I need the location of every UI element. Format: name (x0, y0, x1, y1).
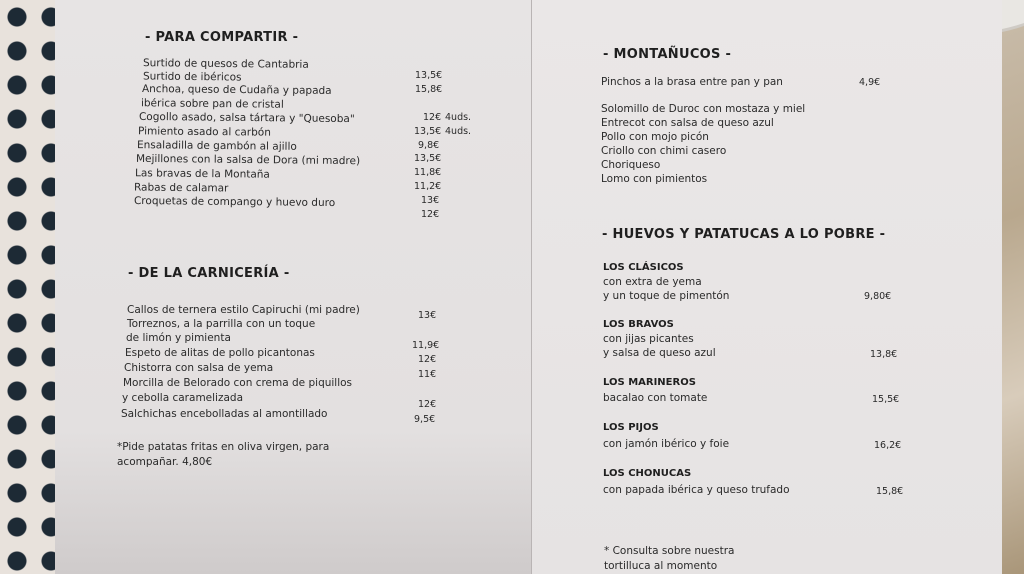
heading-montanucos: - MONTAÑUCOS - (603, 47, 732, 62)
price: 9,8€ (418, 140, 440, 151)
menu-item: Surtido de quesos de Cantabria (142, 57, 309, 71)
menu-page-right (531, 0, 1002, 574)
dish-description: con papada ibérica y queso trufado (603, 484, 790, 496)
dish-description: y un toque de pimentón (603, 290, 730, 302)
menu-item: Torreznos, a la parrilla con un toque (127, 318, 316, 330)
menu-page-left (55, 0, 531, 574)
menu-item: Salchichas encebolladas al amontillado (121, 408, 328, 420)
menu-item: Anchoa, queso de Cudaña y papada (141, 83, 332, 97)
menu-item: Pinchos a la brasa entre pan y pan (601, 76, 783, 88)
menu-item: de limón y pimienta (126, 332, 231, 344)
price: 13€ (421, 195, 440, 206)
menu-item: Morcilla de Belorado con crema de piquillos (123, 377, 353, 389)
price: 16,2€ (874, 440, 902, 451)
note-line: acompañar. 4,80€ (117, 456, 213, 468)
price: 9,5€ (414, 414, 436, 425)
note-line: tortilluca al momento (604, 560, 718, 572)
menu-item: Rabas de calamar (133, 181, 229, 195)
menu-item: Cogollo asado, salsa tártara y "Quesoba" (138, 110, 355, 126)
menu-item: ibérica sobre pan de cristal (140, 97, 284, 111)
menu-item: Choriqueso (601, 159, 661, 171)
dish-description: con extra de yema (603, 276, 702, 288)
menu-item: Callos de ternera estilo Capiruchi (mi padre) (127, 304, 360, 316)
dish-description: y salsa de queso azul (603, 347, 716, 359)
menu-item: Surtido de ibéricos (142, 70, 242, 84)
price: 13,5€ (414, 126, 442, 137)
price: 15,8€ (415, 84, 443, 95)
note-line: * Consulta sobre nuestra (604, 545, 735, 557)
price: 13,5€ (414, 153, 442, 164)
price: 15,5€ (872, 394, 900, 405)
price: 12€ (418, 399, 437, 410)
price: 9,80€ (864, 291, 892, 302)
dish-description: con jijas picantes (603, 333, 694, 345)
menu-item: Espeto de alitas de pollo picantonas (125, 347, 315, 359)
dish-name: LOS MARINEROS (603, 377, 696, 388)
price: 12€ (423, 112, 442, 123)
price: 13,5€ (415, 70, 443, 81)
heading-para-compartir: - PARA COMPARTIR - (145, 30, 299, 45)
dish-description: bacalao con tomate (603, 392, 708, 404)
dish-name: LOS CLÁSICOS (603, 262, 684, 273)
dish-name: LOS PIJOS (603, 422, 659, 433)
menu-item: Chistorra con salsa de yema (124, 362, 274, 374)
menu-item: Lomo con pimientos (601, 173, 708, 185)
price: 11,8€ (414, 167, 442, 178)
price: 13€ (418, 310, 437, 321)
price: 11,9€ (412, 340, 440, 351)
unit-count: 4uds. (445, 112, 472, 123)
menu-item: Pimiento asado al carbón (137, 125, 271, 139)
menu-item: Pollo con mojo picón (601, 131, 709, 143)
price: 11€ (418, 369, 437, 380)
heading-de-la-carniceria: - DE LA CARNICERÍA - (128, 266, 290, 281)
price: 4,9€ (859, 77, 881, 88)
menu-item: Entrecot con salsa de queso azul (601, 117, 774, 129)
menu-item: Solomillo de Duroc con mostaza y miel (601, 103, 806, 115)
menu-item: Mejillones con la salsa de Dora (mi madre) (135, 152, 361, 168)
price: 13,8€ (870, 349, 898, 360)
price: 12€ (418, 354, 437, 365)
menu-item: Las bravas de la Montaña (134, 167, 270, 181)
unit-count: 4uds. (445, 126, 472, 137)
price: 11,2€ (414, 181, 442, 192)
note-line: *Pide patatas fritas en oliva virgen, para (117, 441, 330, 453)
heading-huevos-y-patatucas: - HUEVOS Y PATATUCAS A LO POBRE - (602, 227, 886, 242)
price: 12€ (421, 209, 440, 220)
menu-item: y cebolla caramelizada (122, 392, 244, 404)
dish-name: LOS BRAVOS (603, 319, 674, 330)
dish-name: LOS CHONUCAS (603, 468, 692, 479)
menu-item: Criollo con chimi casero (601, 145, 727, 157)
price: 15,8€ (876, 486, 904, 497)
dish-description: con jamón ibérico y foie (603, 438, 730, 450)
menu-item: Croquetas de compango y huevo duro (133, 194, 336, 210)
menu-item: Ensaladilla de gambón al ajillo (136, 139, 297, 153)
